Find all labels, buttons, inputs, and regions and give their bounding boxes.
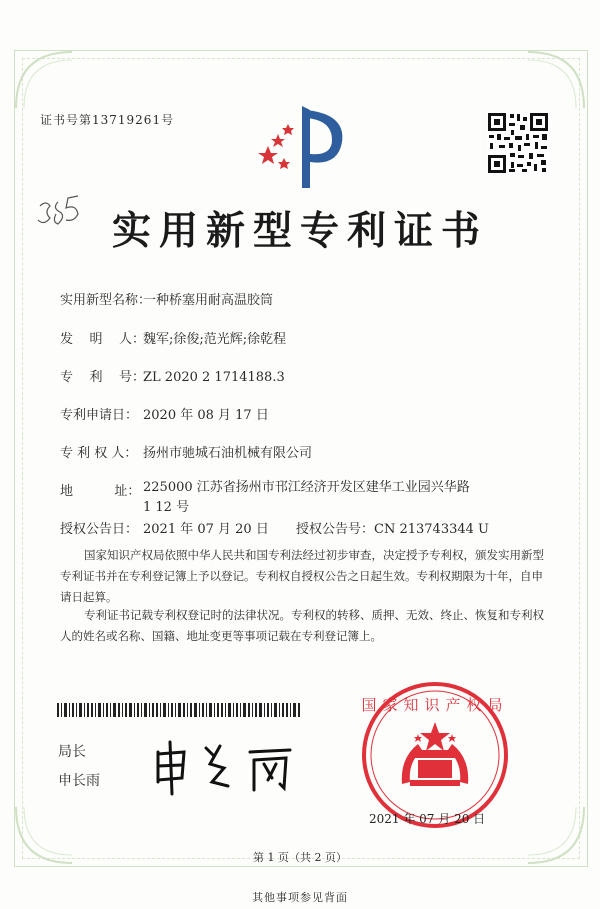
field-grant-number — [296, 518, 489, 537]
patentee-value: 扬州市驰城石油机械有限公司 — [143, 446, 313, 461]
paragraph-grant-statement: 国家知识产权局依照中华人民共和国专利法经过初步审查，决定授予专利权，颁发实用新型专利证书并在专利登记簿上予以登记。专利权自授权公告之日起生效。专利权期限为十年，自申请日起算。 — [60, 548, 544, 604]
certificate-number: 证书号第13719261号 — [40, 113, 175, 127]
footer-note: 其他事项参见背面 — [252, 891, 348, 904]
field-utility-model-name — [60, 289, 273, 308]
field-patent-number — [60, 366, 285, 385]
director-name: 申长雨 — [58, 773, 100, 789]
patent-office-logo — [258, 100, 348, 192]
inventor-label: 发 明 人： — [60, 332, 146, 347]
inventor-value: 魏军;徐俊;范光辉;徐乾程 — [143, 332, 287, 347]
corner-ornament-top-right — [526, 50, 586, 110]
field-address-label — [60, 480, 143, 499]
barcode-icon — [57, 703, 302, 717]
official-seal — [360, 680, 510, 830]
seal-date: 2021 年 07 月 20 日 — [369, 812, 486, 826]
address-value: 225000 江苏省扬州市邗江经济开发区建华工业园兴华路 1 12 号 — [143, 480, 470, 515]
grant-number-label: 授权公告号： — [296, 522, 375, 537]
grant-date-label: 授权公告日： — [60, 522, 139, 537]
field-grant-date — [60, 518, 269, 537]
grant-number-value: CN 213743344 U — [374, 522, 489, 537]
address-label: 地 址： — [60, 484, 141, 499]
field-patentee — [60, 442, 312, 461]
certificate-title: 实用新型专利证书 — [111, 208, 488, 254]
utility-model-name-label: 实用新型名称： — [60, 293, 152, 308]
director-signature — [150, 738, 310, 798]
field-inventor — [60, 328, 286, 347]
patent-number-value: ZL 2020 2 1714188.3 — [143, 370, 285, 385]
patent-number-label: 专 利 号： — [60, 370, 146, 385]
application-date-value: 2020 年 08 月 17 日 — [143, 408, 269, 423]
corner-ornament-top-left — [14, 50, 74, 110]
director-title: 局长 — [58, 744, 86, 760]
seal-text: 国家知识产权局 — [361, 696, 509, 714]
paragraph-legal-status: 专利证书记载专利权登记时的法律状况。专利权的转移、质押、无效、终止、恢复和专利权人的姓名或名称、国籍、地址变更等事项记载在专利登记簿上。 — [60, 608, 544, 643]
page-number: 第 1 页（共 2 页） — [253, 851, 347, 864]
patentee-label: 专 利 权 人： — [60, 446, 138, 461]
field-application-date — [60, 404, 269, 423]
utility-model-name-value: 一种桥塞用耐高温胶筒 — [143, 293, 274, 308]
grant-date-value: 2021 年 07 月 20 日 — [143, 522, 269, 537]
qr-code-icon — [487, 112, 549, 174]
application-date-label: 专利申请日： — [60, 408, 139, 423]
